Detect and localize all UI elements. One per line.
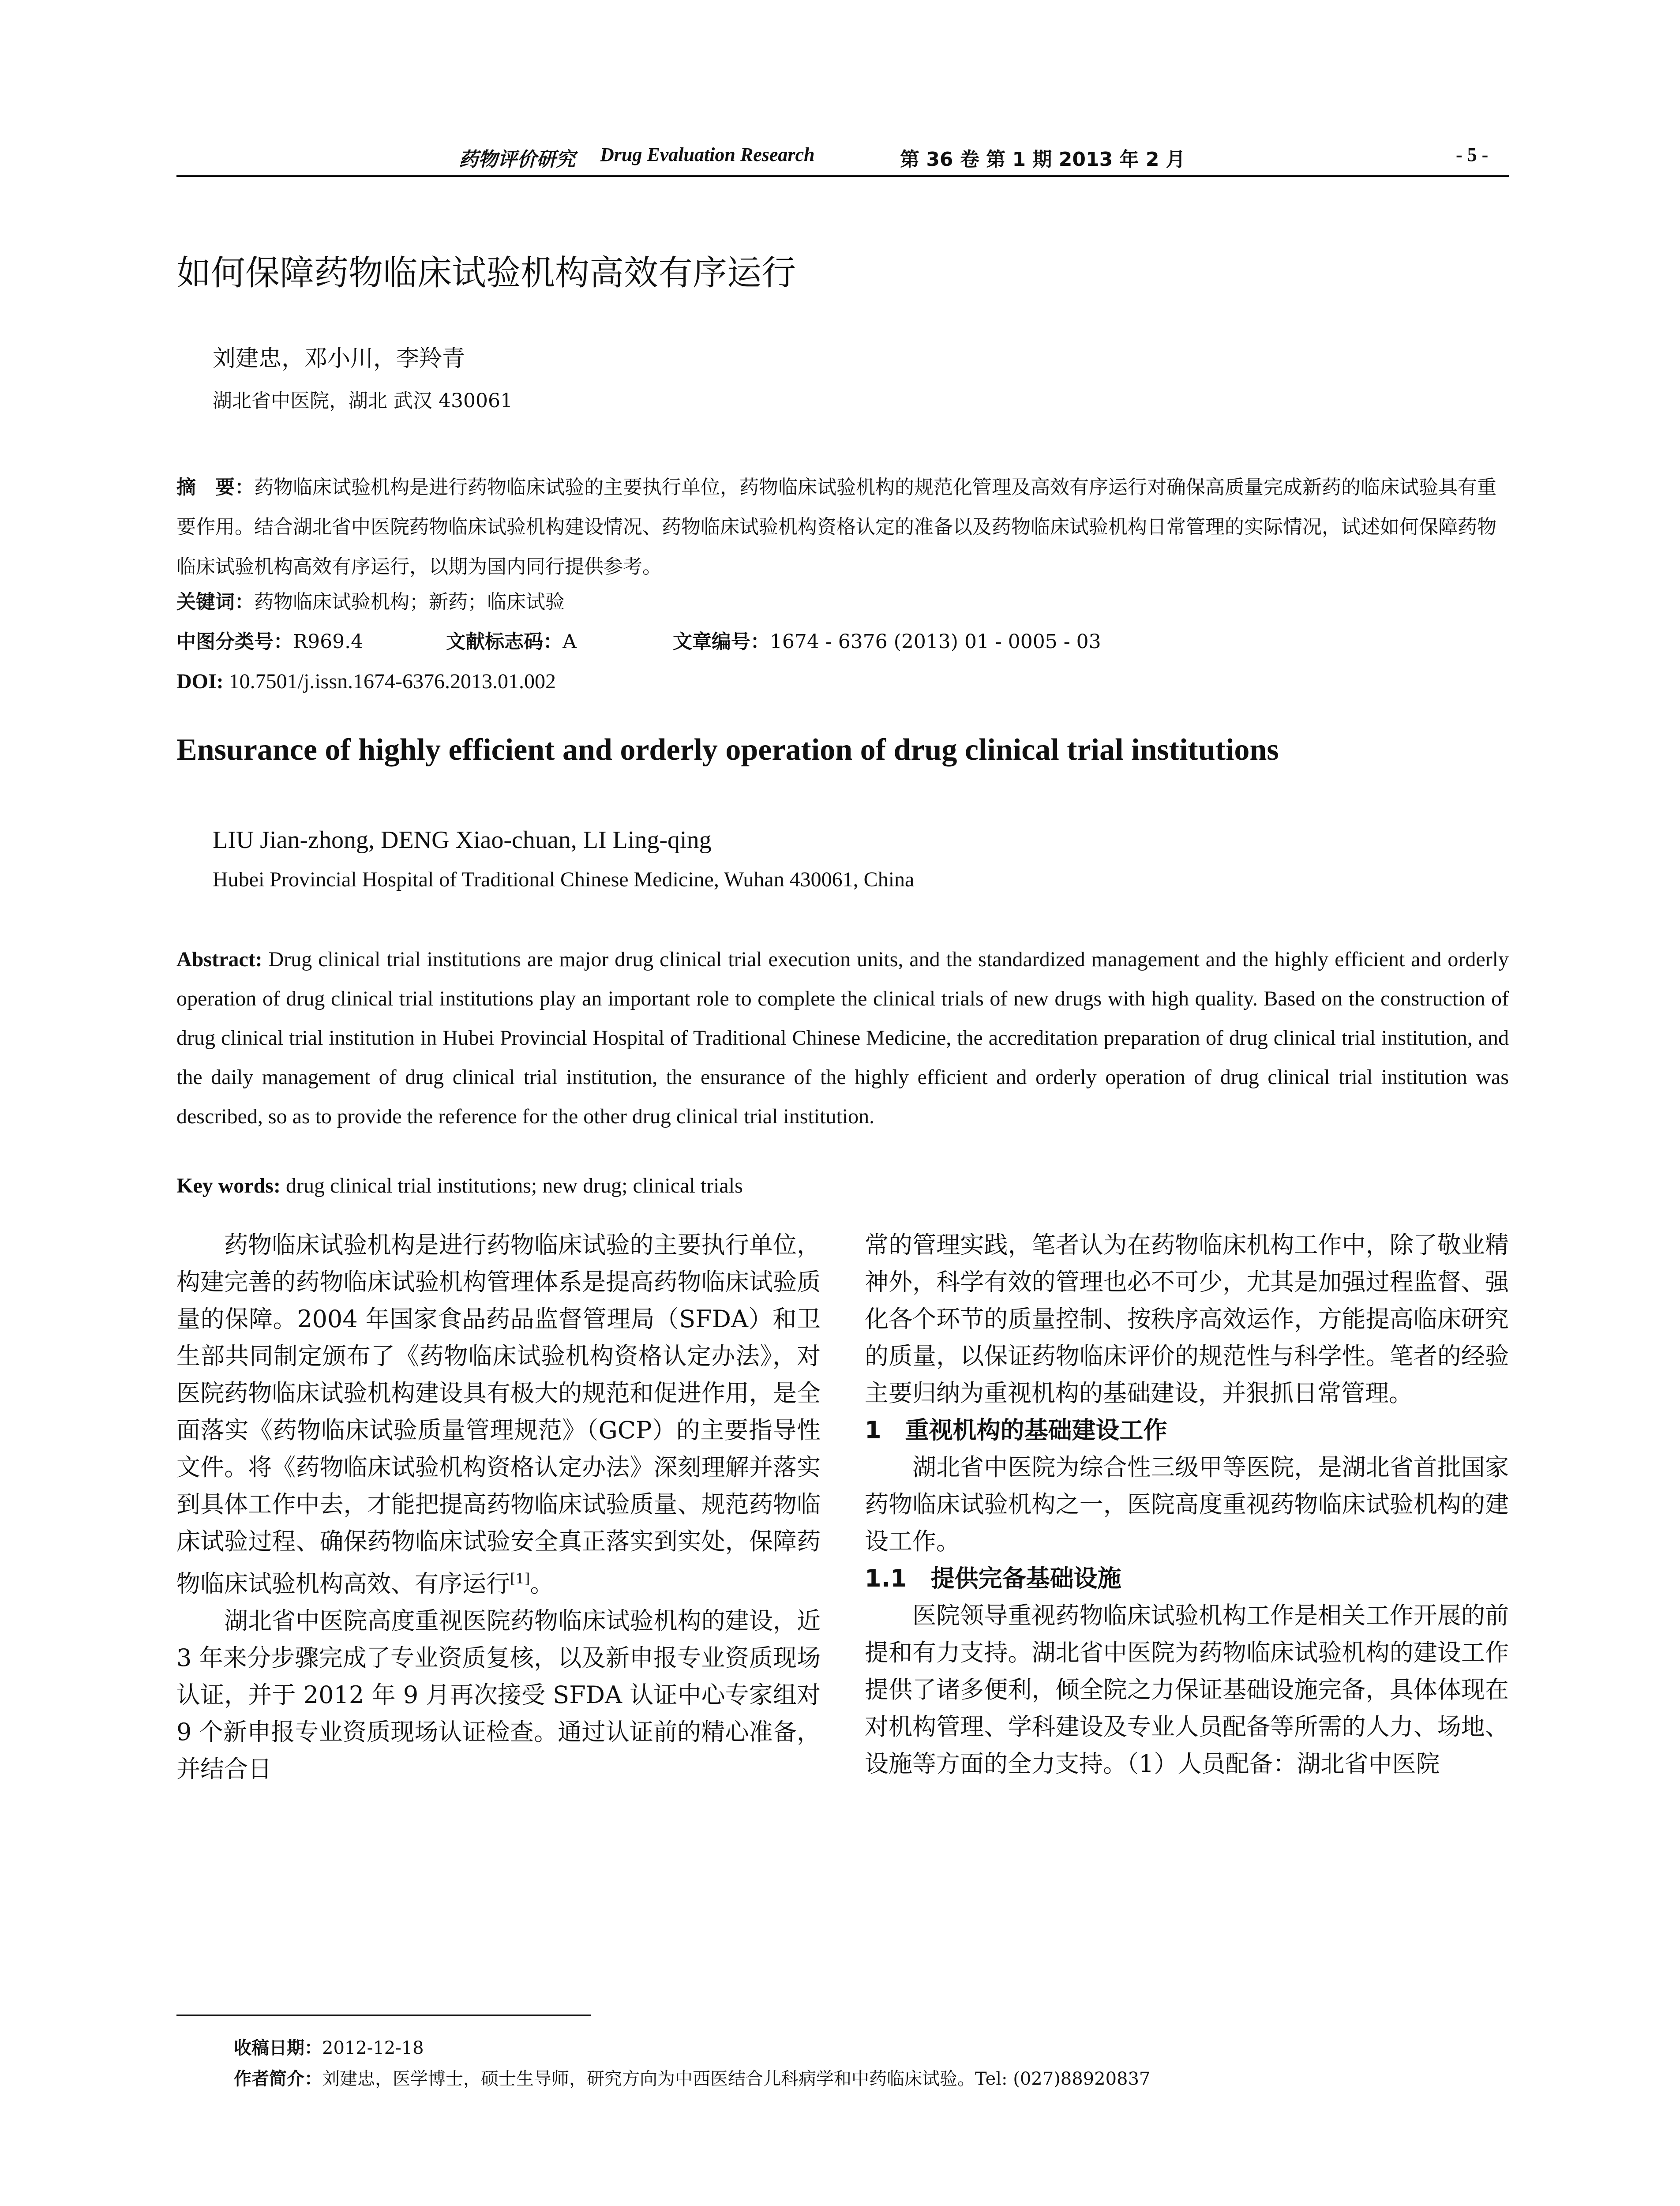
abstract-cn — [176, 468, 1509, 587]
article-no-value: 1674 - 6376 (2013) 01 - 0005 - 03 — [769, 630, 1101, 653]
authors-cn: 刘建忠，邓小川，李羚青 — [213, 345, 465, 372]
header-rule — [176, 175, 1509, 177]
affiliation-en: Hubei Provincial Hospital of Traditional Chinese Medicine, Wuhan 430061, China — [213, 868, 915, 891]
section-heading-1-1: 1.1 提供完备基础设施 — [865, 1564, 1121, 1592]
body-paragraph-4: 湖北省中医院为综合性三级甲等医院，是湖北省首批国家药物临床试验机构之一，医院高度重视药物临床试验机构的建设工作。 — [865, 1453, 1509, 1555]
reference-marker: [1] — [510, 1570, 530, 1587]
doc-code-value: A — [562, 630, 577, 653]
doi-label: DOI: — [176, 670, 224, 693]
abstract-cn-text: 药物临床试验机构是进行药物临床试验的主要执行单位，药物临床试验机构的规范化管理及高效有序运行对确保高质量完成新药的临床试验具有重要作用。结合湖北省中医院药物临床试验机构建设情况、药物临床试验机构资格认定的准备以及药物临床试验机构日常管理的实际情况，试述如何保障药物临床试验机构高效有序运行，以期为国内同行提供参考。 — [176, 476, 1496, 578]
body-column-left — [176, 1227, 821, 1788]
author-bio-value: 刘建忠，医学博士，硕士生导师，研究方向为中西医结合儿科病学和中药临床试验。Tel: (027)88920837 — [322, 2069, 1151, 2089]
body-paragraph-3: 常的管理实践，笔者认为在药物临床机构工作中，除了敬业精神外，科学有效的管理也必不可少，尤其是加强过程监督、强化各个环节的质量控制、按秩序高效运作，方能提高临床研究的质量，以保证药物临床评价的规范性与科学性。笔者的经验主要归纳为重视机构的基础建设，并狠抓日常管理。 — [865, 1231, 1509, 1407]
section-heading-1: 1 重视机构的基础建设工作 — [865, 1416, 1167, 1444]
abstract-en-text: Drug clinical trial institutions are major drug clinical trial execution units, and the standardized management and the highly efficient and orderly operation of drug clinical trial institutions play an important role to complete the clinical trials of new drugs with high quality. Based on the construction of drug clinical trial institution in Hubei Provincial Hospital of Traditional Chinese Medicine, the accreditation preparation of drug clinical trial institution, and the daily management of drug clinical trial institution, the ensurance of the highly efficient and orderly operation of drug clinical trial institution was described, so as to provide the reference for the other drug clinical trial institution. — [176, 948, 1509, 1128]
page-number: - 5 - — [1456, 144, 1489, 165]
clc-label: 中图分类号： — [176, 630, 293, 653]
author-bio-label: 作者简介： — [234, 2069, 322, 2089]
body-column-right — [865, 1227, 1509, 1782]
keywords-en-label: Key words: — [176, 1174, 281, 1197]
body-paragraph-2: 湖北省中医院高度重视医院药物临床试验机构的建设，近 3 年来分步骤完成了专业资质复核，以及新申报专业资质现场认证，并于 2012 年 9 月再次接受 SFDA 认证中心专家组对 9 个新申报专业资质现场认证检查。通过认证前的精心准备，并结合日 — [176, 1607, 821, 1783]
footnote-author — [234, 2065, 1150, 2090]
title-cn: 如何保障药物临床试验机构高效有序运行 — [176, 253, 796, 293]
doc-code-label: 文献标志码： — [446, 630, 563, 653]
title-en: Ensurance of highly efficient and orderly operation of drug clinical trial institutions — [176, 733, 1279, 767]
classification-line — [176, 622, 1509, 662]
received-label: 收稿日期： — [234, 2038, 322, 2058]
authors-en: LIU Jian-zhong, DENG Xiao-chuan, LI Ling-qing — [213, 826, 712, 854]
doi-line — [176, 662, 1509, 702]
footnote-rule — [176, 2015, 591, 2016]
received-value: 2012-12-18 — [322, 2038, 424, 2058]
issue-info: 第 36 卷 第 1 期 2013 年 2 月 — [900, 148, 1185, 171]
journal-name-en: Drug Evaluation Research — [600, 144, 815, 165]
abstract-en — [176, 940, 1509, 1136]
doi-value: 10.7501/j.issn.1674-6376.2013.01.002 — [229, 670, 556, 693]
body-paragraph-5: 医院领导重视药物临床试验机构工作是相关工作开展的前提和有力支持。湖北省中医院为药物临床试验机构的建设工作提供了诸多便利，倾全院之力保证基础设施完备，具体体现在对机构管理、学科建设及专业人员配备等所需的人力、场地、设施等方面的全力支持。（1）人员配备：湖北省中医院 — [865, 1602, 1509, 1778]
keywords-cn-label: 关键词： — [176, 591, 254, 613]
article-no-label: 文章编号： — [672, 630, 770, 653]
abstract-cn-label: 摘 要： — [176, 476, 254, 499]
keywords-cn-text: 药物临床试验机构；新药；临床试验 — [254, 591, 565, 613]
affiliation-cn: 湖北省中医院，湖北 武汉 430061 — [213, 390, 513, 412]
keywords-cn — [176, 582, 1509, 622]
journal-name-cn: 药物评价研究 — [459, 148, 575, 171]
abstract-en-label: Abstract: — [176, 948, 262, 971]
footnote-received — [234, 2034, 424, 2059]
keywords-en — [176, 1174, 743, 1198]
keywords-en-text: drug clinical trial institutions; new drug; clinical trials — [285, 1174, 743, 1197]
body-paragraph-1: 药物临床试验机构是进行药物临床试验的主要执行单位，构建完善的药物临床试验机构管理体系是提高药物临床试验质量的保障。2004 年国家食品药品监督管理局（SFDA）和卫生部共同制定颁布了《药物临床试验机构资格认定办法》，对医院药物临床试验机构建设具有极大的规范和促进作用，是全面落实《药物临床试验质量管理规范》（GCP）的主要指导性文件。将《药物临床试验机构资格认定办法》深刻理解并落实到具体工作中去，才能把提高药物临床试验质量、规范药物临床试验过程、确保药物临床试验安全真正落实到实处，保障药物临床试验机构高效、有序运行[1]。 — [176, 1231, 821, 1598]
clc-value: R969.4 — [293, 630, 364, 653]
